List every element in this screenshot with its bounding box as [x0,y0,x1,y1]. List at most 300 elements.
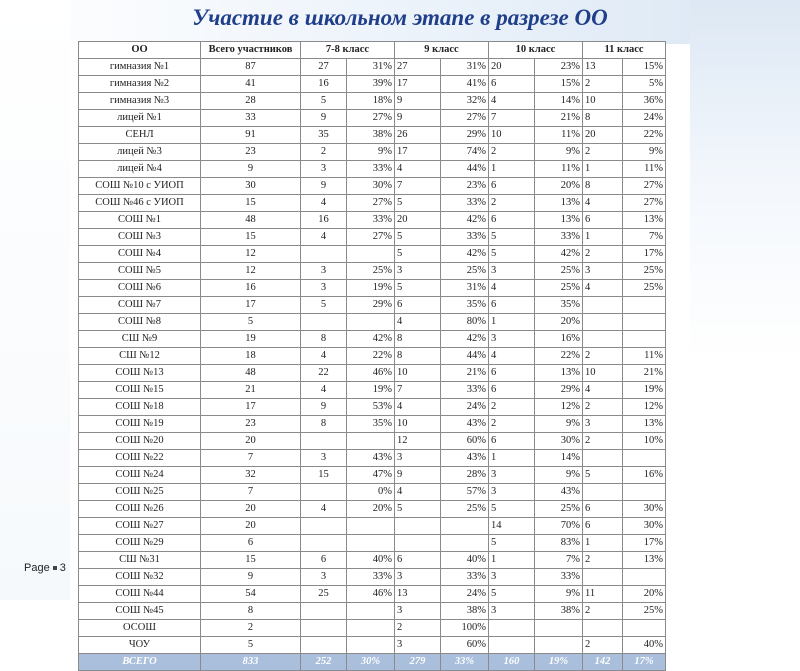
grade-10-percent: 33% [535,569,583,586]
total-participants: 15 [201,552,301,569]
grade-10-count: 1 [489,161,535,178]
grade-11-percent: 27% [623,195,666,212]
grade-7-8-count: 3 [301,280,347,297]
table-row [79,297,666,314]
grade-9-percent: 25% [441,263,489,280]
grade-10-count: 5 [489,535,535,552]
school-name: ЧОУ [79,637,201,654]
grade-10-count: 2 [489,144,535,161]
grade-7-8-percent: 42% [347,331,395,348]
grade-10-count: 2 [489,416,535,433]
grade-10-percent: 14% [535,450,583,467]
grade-9-percent: 41% [441,76,489,93]
grade-7-8-percent: 9% [347,144,395,161]
grade-7-8-percent [347,620,395,637]
grade-9-count: 9 [395,110,441,127]
grade-9-count: 7 [395,178,441,195]
grade-11-percent: 17% [623,246,666,263]
grade-10-percent: 11% [535,161,583,178]
grade-10-percent: 13% [535,195,583,212]
grade-7-8-percent: 43% [347,450,395,467]
school-name: СОШ №27 [79,518,201,535]
table-row [79,110,666,127]
school-name: СОШ №7 [79,297,201,314]
grade-7-8-percent: 46% [347,586,395,603]
grade-10-percent: 22% [535,348,583,365]
grade-11-percent: 40% [623,637,666,654]
school-name: СОШ №6 [79,280,201,297]
school-name: СОШ №4 [79,246,201,263]
grade-10-percent [535,637,583,654]
grade-10-percent: 13% [535,365,583,382]
grade-7-8-percent: 18% [347,93,395,110]
grade-7-8-count [301,603,347,620]
grade-7-8-percent: 29% [347,297,395,314]
grade-11-percent: 12% [623,399,666,416]
school-name: СОШ №8 [79,314,201,331]
grade-10-count: 1 [489,314,535,331]
table-row [79,433,666,450]
grade-11-count: 1 [583,535,623,552]
table-row [79,603,666,620]
grade-7-8-count: 35 [301,127,347,144]
grade-9-percent: 27% [441,110,489,127]
total-participants: 5 [201,314,301,331]
grade-11-count: 8 [583,110,623,127]
table-row [79,348,666,365]
school-name: СОШ №15 [79,382,201,399]
grade-9-percent: 24% [441,399,489,416]
grade-11-percent: 21% [623,365,666,382]
grade-7-8-percent: 27% [347,195,395,212]
grade-9-percent: 32% [441,93,489,110]
grade-10-percent: 20% [535,178,583,195]
school-name: СШ №12 [79,348,201,365]
grade-9-count: 8 [395,348,441,365]
grade-9-count: 2 [395,620,441,637]
grade-11-percent: 5% [623,76,666,93]
grade-11-count [583,569,623,586]
grade-9-count: 4 [395,161,441,178]
grade-7-8-percent [347,518,395,535]
school-name: гимназия №2 [79,76,201,93]
grade-7-8-percent: 27% [347,110,395,127]
grade-11-percent: 25% [623,280,666,297]
grade-7-8-count [301,637,347,654]
grade-7-8-count: 4 [301,382,347,399]
grade-10-count: 7 [489,110,535,127]
grade-11-count: 3 [583,416,623,433]
total-grade-7-8-count: 252 [301,654,347,671]
school-name: гимназия №1 [79,59,201,76]
grade-11-percent: 15% [623,59,666,76]
table-row [79,59,666,76]
table-row [79,127,666,144]
school-name: СОШ №24 [79,467,201,484]
grade-11-count: 10 [583,365,623,382]
grade-11-count: 5 [583,467,623,484]
grade-9-count: 7 [395,382,441,399]
total-grade-11-percent: 17% [623,654,666,671]
grade-11-percent: 30% [623,501,666,518]
grade-9-percent: 100% [441,620,489,637]
grade-10-count: 3 [489,603,535,620]
grade-10-percent: 42% [535,246,583,263]
total-participants: 8 [201,603,301,620]
grade-9-count: 20 [395,212,441,229]
grade-11-percent: 19% [623,382,666,399]
table-row [79,280,666,297]
table-row [79,501,666,518]
grade-10-percent: 9% [535,586,583,603]
grade-9-count: 3 [395,637,441,654]
grade-10-percent: 15% [535,76,583,93]
school-name: СОШ №3 [79,229,201,246]
table-row [79,467,666,484]
total-participants: 32 [201,467,301,484]
grade-9-percent: 57% [441,484,489,501]
table-header-row [79,42,666,59]
grade-7-8-count: 4 [301,501,347,518]
grade-9-count: 6 [395,297,441,314]
participation-table [78,41,666,671]
school-name: СОШ №18 [79,399,201,416]
total-participants: 18 [201,348,301,365]
total-participants: 7 [201,450,301,467]
grade-9-percent: 33% [441,195,489,212]
grade-9-percent: 60% [441,433,489,450]
grade-9-count: 5 [395,195,441,212]
grade-7-8-count: 22 [301,365,347,382]
grade-9-count: 8 [395,331,441,348]
grade-10-percent: 25% [535,280,583,297]
table-row [79,399,666,416]
grade-9-percent: 33% [441,569,489,586]
grade-7-8-count: 2 [301,144,347,161]
grade-10-count: 4 [489,93,535,110]
grade-11-count: 2 [583,76,623,93]
grade-7-8-percent: 19% [347,382,395,399]
grade-7-8-percent: 22% [347,348,395,365]
grade-11-percent [623,297,666,314]
grade-9-percent: 23% [441,178,489,195]
grade-9-percent: 24% [441,586,489,603]
grade-10-percent: 9% [535,467,583,484]
grade-11-percent: 13% [623,552,666,569]
grade-7-8-percent: 20% [347,501,395,518]
grade-7-8-count: 8 [301,331,347,348]
grade-11-percent: 13% [623,416,666,433]
grade-10-percent: 21% [535,110,583,127]
table-row [79,195,666,212]
total-participants: 30 [201,178,301,195]
grade-11-percent: 25% [623,263,666,280]
grade-9-percent: 80% [441,314,489,331]
grade-7-8-percent: 53% [347,399,395,416]
grade-11-count: 2 [583,348,623,365]
grade-11-count: 6 [583,518,623,535]
grade-10-count: 6 [489,297,535,314]
grade-9-count: 3 [395,569,441,586]
total-participants: 17 [201,399,301,416]
grade-7-8-count [301,246,347,263]
grade-10-count: 2 [489,399,535,416]
school-name: СШ №31 [79,552,201,569]
table-row [79,518,666,535]
grade-9-percent: 35% [441,297,489,314]
total-row [79,654,666,671]
grade-9-percent: 60% [441,637,489,654]
grade-9-count: 6 [395,552,441,569]
total-participants: 12 [201,263,301,280]
grade-10-percent [535,620,583,637]
grade-9-count: 5 [395,501,441,518]
school-name: СОШ №44 [79,586,201,603]
grade-11-count: 10 [583,93,623,110]
grade-10-percent: 9% [535,144,583,161]
grade-11-percent: 25% [623,603,666,620]
page-number: 3 [59,562,66,574]
grade-11-percent [623,314,666,331]
grade-11-count [583,314,623,331]
grade-9-count: 4 [395,484,441,501]
grade-9-percent: 42% [441,212,489,229]
total-participants: 54 [201,586,301,603]
school-name: СОШ №25 [79,484,201,501]
grade-7-8-percent: 30% [347,178,395,195]
slide-title: Участие в школьном этапе в разрезе ОО [192,5,608,30]
grade-11-count: 2 [583,399,623,416]
grade-10-count: 14 [489,518,535,535]
grade-9-percent: 44% [441,161,489,178]
grade-9-count: 17 [395,76,441,93]
total-participants: 5 [201,637,301,654]
grade-7-8-count: 4 [301,195,347,212]
table-row [79,263,666,280]
grade-9-count: 3 [395,450,441,467]
grade-7-8-count: 5 [301,297,347,314]
grade-10-percent: 20% [535,314,583,331]
grade-9-count: 5 [395,246,441,263]
grade-10-count: 6 [489,365,535,382]
grade-7-8-percent [347,433,395,450]
grade-11-count: 1 [583,229,623,246]
grade-9-percent [441,535,489,552]
total-grade-11-count: 142 [583,654,623,671]
grade-7-8-percent: 46% [347,365,395,382]
grade-11-percent: 9% [623,144,666,161]
grade-7-8-percent [347,246,395,263]
header-grade-11: 11 класс [583,42,666,59]
grade-7-8-percent: 27% [347,229,395,246]
grade-9-count: 10 [395,365,441,382]
table-row [79,331,666,348]
total-participants: 16 [201,280,301,297]
grade-11-count [583,450,623,467]
grade-11-count [583,620,623,637]
grade-11-percent [623,331,666,348]
grade-7-8-count: 4 [301,229,347,246]
grade-7-8-count: 3 [301,450,347,467]
grade-11-percent: 10% [623,433,666,450]
grade-7-8-percent: 0% [347,484,395,501]
grade-10-count: 4 [489,280,535,297]
total-grade-10-percent: 19% [535,654,583,671]
table-row [79,569,666,586]
total-participants: 19 [201,331,301,348]
school-name: СОШ №29 [79,535,201,552]
grade-7-8-count [301,314,347,331]
grade-11-count: 3 [583,263,623,280]
total-participants: 15 [201,195,301,212]
grade-7-8-percent [347,535,395,552]
grade-7-8-percent: 19% [347,280,395,297]
grade-7-8-percent [347,314,395,331]
total-participants: 41 [201,76,301,93]
grade-11-percent: 7% [623,229,666,246]
grade-11-count [583,484,623,501]
total-grade-10-count: 160 [489,654,535,671]
grade-9-count: 5 [395,229,441,246]
total-participants: 20 [201,518,301,535]
table-row [79,93,666,110]
grade-10-count: 6 [489,76,535,93]
grade-7-8-count: 3 [301,569,347,586]
school-name: СОШ №26 [79,501,201,518]
grade-7-8-count [301,518,347,535]
grade-9-percent: 25% [441,501,489,518]
grade-9-percent: 43% [441,450,489,467]
grade-9-count: 3 [395,263,441,280]
grade-10-percent: 38% [535,603,583,620]
grade-11-percent: 17% [623,535,666,552]
table-row [79,161,666,178]
left-background [0,0,70,600]
table-row [79,365,666,382]
grade-7-8-count: 5 [301,93,347,110]
grade-11-percent: 20% [623,586,666,603]
grade-7-8-percent: 33% [347,161,395,178]
total-participants: 7 [201,484,301,501]
school-name: СШ №9 [79,331,201,348]
grade-7-8-count: 9 [301,399,347,416]
grade-9-percent: 29% [441,127,489,144]
grade-11-percent: 36% [623,93,666,110]
grade-10-count: 5 [489,586,535,603]
table-row [79,637,666,654]
grade-9-count: 10 [395,416,441,433]
grade-11-count [583,297,623,314]
grade-10-count: 10 [489,127,535,144]
grade-7-8-count [301,433,347,450]
school-name: СОШ №20 [79,433,201,450]
bullet-square-icon [53,566,57,570]
grade-10-percent: 13% [535,212,583,229]
grade-11-percent: 24% [623,110,666,127]
grade-9-percent: 43% [441,416,489,433]
grade-10-percent: 25% [535,501,583,518]
total-grade-7-8-percent: 30% [347,654,395,671]
grade-11-percent [623,620,666,637]
header-grade-10: 10 класс [489,42,583,59]
grade-7-8-count [301,484,347,501]
grade-10-percent: 83% [535,535,583,552]
total-participants: 33 [201,110,301,127]
grade-9-count: 9 [395,467,441,484]
grade-10-percent: 33% [535,229,583,246]
grade-9-percent: 44% [441,348,489,365]
grade-7-8-percent [347,637,395,654]
grade-9-count [395,535,441,552]
grade-11-count: 4 [583,195,623,212]
table-row [79,416,666,433]
total-participants: 9 [201,161,301,178]
grade-7-8-count: 16 [301,212,347,229]
grade-10-count: 20 [489,59,535,76]
table-row [79,450,666,467]
total-participants: 23 [201,416,301,433]
grade-9-percent: 31% [441,280,489,297]
grade-11-count: 2 [583,246,623,263]
total-grade-9-count: 279 [395,654,441,671]
total-participants: 23 [201,144,301,161]
total-participants: 48 [201,212,301,229]
table-row [79,620,666,637]
school-name: СОШ №10 с УИОП [79,178,201,195]
grade-10-count: 3 [489,467,535,484]
grade-7-8-percent: 39% [347,76,395,93]
grade-9-count: 26 [395,127,441,144]
grade-9-percent [441,518,489,535]
total-school-name: ВСЕГО [79,654,201,671]
grade-7-8-count: 25 [301,586,347,603]
grade-7-8-count: 15 [301,467,347,484]
total-participants: 87 [201,59,301,76]
grade-11-count: 13 [583,59,623,76]
table-row [79,552,666,569]
grade-10-percent: 7% [535,552,583,569]
grade-10-percent: 14% [535,93,583,110]
page-indicator [24,562,66,574]
grade-9-count: 12 [395,433,441,450]
grade-10-count [489,637,535,654]
table-row [79,314,666,331]
table-row [79,246,666,263]
grade-9-count: 13 [395,586,441,603]
grade-7-8-count: 9 [301,178,347,195]
grade-7-8-count: 3 [301,263,347,280]
grade-10-count: 3 [489,484,535,501]
school-name: СОШ №22 [79,450,201,467]
grade-10-percent: 29% [535,382,583,399]
grade-7-8-percent: 40% [347,552,395,569]
grade-9-percent: 33% [441,229,489,246]
grade-11-percent [623,569,666,586]
grade-7-8-count: 16 [301,76,347,93]
grade-7-8-percent: 33% [347,212,395,229]
grade-10-count: 5 [489,501,535,518]
total-participants: 15 [201,229,301,246]
grade-11-count: 2 [583,144,623,161]
grade-11-count: 2 [583,603,623,620]
grade-10-percent: 70% [535,518,583,535]
right-background [690,0,800,600]
grade-10-count: 1 [489,552,535,569]
grade-11-percent [623,450,666,467]
grade-11-count: 6 [583,212,623,229]
school-name: гимназия №3 [79,93,201,110]
grade-11-count: 20 [583,127,623,144]
